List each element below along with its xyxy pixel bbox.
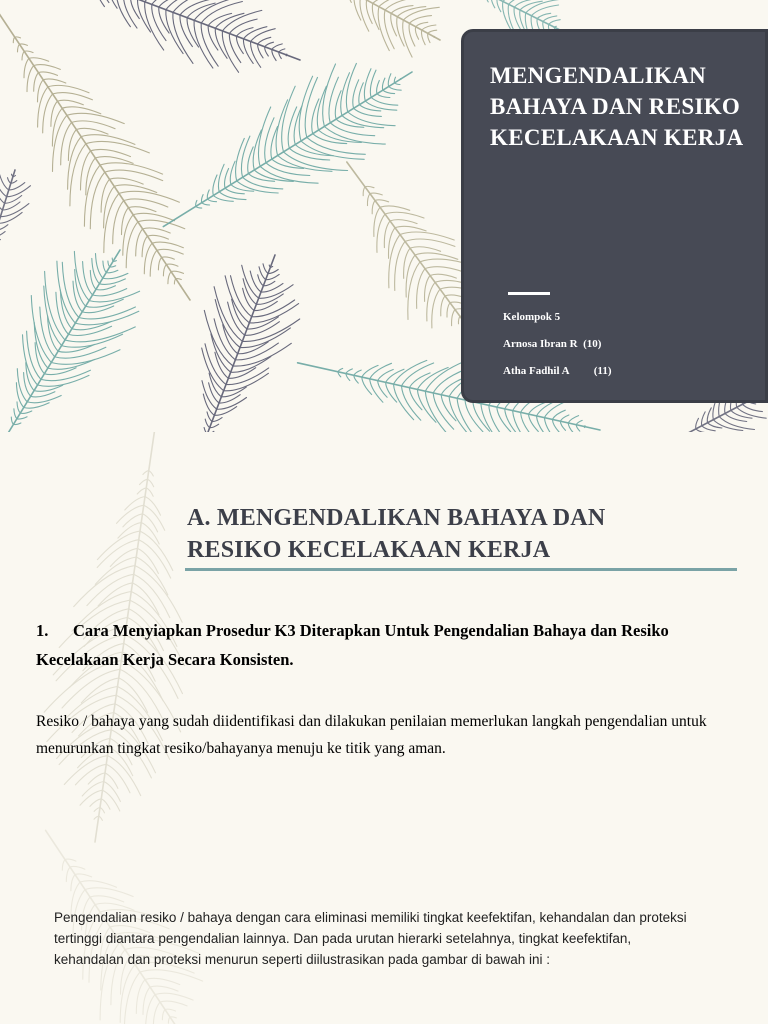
heading-underline — [185, 568, 737, 571]
feather-navy-mid — [197, 255, 300, 432]
group-members — [503, 310, 612, 391]
content-slide — [0, 432, 768, 1024]
section-heading-line1: A. MENGENDALIKAN BAHAYA DAN — [187, 505, 606, 531]
feather-olive-top — [317, 0, 440, 57]
numbered-point — [36, 616, 736, 674]
paragraph-risk: Resiko / bahaya yang sudah diidentifikasi dan dilakukan penilaian memerlukan langkah pengendalian untuk menurunkan tingkat resiko/bahayanya menuju ke titik yang aman. — [36, 713, 707, 757]
feather-olive-mid — [347, 162, 480, 330]
feather-teal-center — [163, 63, 412, 226]
paragraph-elimination: Pengendalian resiko / bahaya dengan cara eliminasi memiliki tingkat keefektifan, kehandalan dan proteksi tertinggi diantara pengendalian lainnya. Dan pada urutan hierarki setelahnya, tingkat keefektifan, kehandalan dan proteksi menurun seperti diilustrasikan pada gambar di bawah ini : — [54, 910, 687, 967]
member-atha: Atha Fadhil A (11) — [503, 365, 612, 377]
section-heading-line2: RESIKO KECELAKAAN KERJA — [187, 537, 551, 563]
point-number: 1. — [36, 621, 49, 640]
feather-navy-left-edge — [0, 170, 31, 260]
title-panel — [461, 29, 768, 403]
title-divider — [508, 292, 550, 295]
cover-slide — [0, 0, 768, 432]
feather-teal-left — [0, 250, 140, 432]
feather-olive-left — [0, 0, 190, 300]
member-arnosa: Arnosa Ibran R (10) — [503, 338, 602, 350]
point-text: Cara Menyiapkan Prosedur K3 Diterapkan Untuk Pengendalian Bahaya dan Resiko Kecelakaan Kerja Secara Konsisten. — [36, 621, 669, 669]
group-name: Kelompok 5 — [503, 311, 561, 323]
feather-navy-top — [31, 0, 300, 72]
presentation-title: MENGENDALIKAN BAHAYA DAN RESIKO KECELAKAAN KERJA — [490, 63, 744, 150]
section-heading — [187, 502, 605, 566]
